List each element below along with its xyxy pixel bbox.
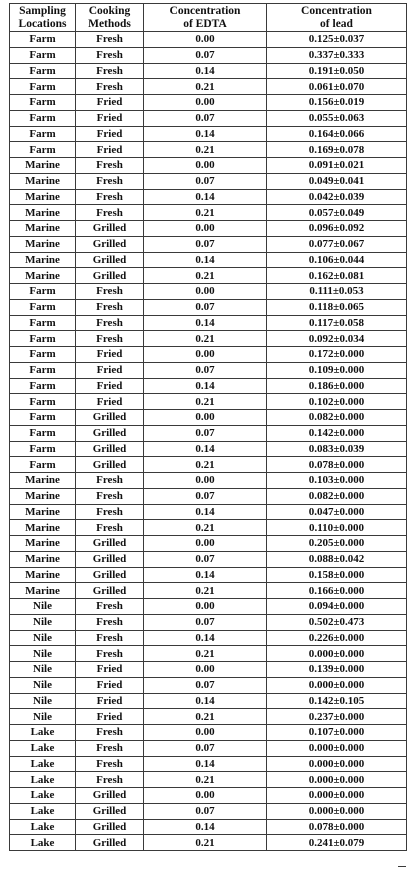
cell-sampling-location: Nile <box>10 693 76 709</box>
cell-lead-concentration: 0.078±0.000 <box>267 819 407 835</box>
cell-sampling-location: Lake <box>10 819 76 835</box>
cell-edta-concentration: 0.14 <box>144 63 267 79</box>
header-line: Methods <box>88 17 131 30</box>
cell-cooking-method: Fresh <box>76 740 144 756</box>
cell-lead-concentration: 0.169±0.078 <box>267 142 407 158</box>
cell-sampling-location: Nile <box>10 709 76 725</box>
cell-sampling-location: Farm <box>10 331 76 347</box>
header-line: Concentration <box>301 5 372 17</box>
cell-edta-concentration: 0.21 <box>144 205 267 221</box>
header-line: of lead <box>320 17 353 30</box>
cell-edta-concentration: 0.21 <box>144 268 267 284</box>
cell-cooking-method: Fresh <box>76 614 144 630</box>
cell-lead-concentration: 0.103±0.000 <box>267 473 407 489</box>
cell-cooking-method: Fried <box>76 347 144 363</box>
cell-sampling-location: Lake <box>10 756 76 772</box>
cell-edta-concentration: 0.14 <box>144 819 267 835</box>
cell-lead-concentration: 0.226±0.000 <box>267 630 407 646</box>
cell-cooking-method: Grilled <box>76 567 144 583</box>
cell-sampling-location: Nile <box>10 677 76 693</box>
table-row <box>10 662 407 678</box>
table-row <box>10 189 407 205</box>
cell-lead-concentration: 0.057±0.049 <box>267 205 407 221</box>
cell-lead-concentration: 0.092±0.034 <box>267 331 407 347</box>
cell-cooking-method: Fried <box>76 677 144 693</box>
cell-edta-concentration: 0.14 <box>144 378 267 394</box>
cell-sampling-location: Farm <box>10 394 76 410</box>
table-row <box>10 63 407 79</box>
cell-edta-concentration: 0.07 <box>144 551 267 567</box>
cell-sampling-location: Farm <box>10 347 76 363</box>
cell-lead-concentration: 0.000±0.000 <box>267 772 407 788</box>
cell-lead-concentration: 0.117±0.058 <box>267 315 407 331</box>
cell-lead-concentration: 0.237±0.000 <box>267 709 407 725</box>
cell-lead-concentration: 0.205±0.000 <box>267 536 407 552</box>
table-row <box>10 520 407 536</box>
cell-edta-concentration: 0.14 <box>144 504 267 520</box>
cell-cooking-method: Fresh <box>76 331 144 347</box>
table-row <box>10 457 407 473</box>
cell-sampling-location: Lake <box>10 803 76 819</box>
cell-edta-concentration: 0.21 <box>144 79 267 95</box>
cell-cooking-method: Fresh <box>76 725 144 741</box>
table-row <box>10 236 407 252</box>
cell-sampling-location: Farm <box>10 284 76 300</box>
cell-cooking-method: Grilled <box>76 268 144 284</box>
cell-cooking-method: Fresh <box>76 473 144 489</box>
cell-sampling-location: Farm <box>10 425 76 441</box>
cell-edta-concentration: 0.14 <box>144 441 267 457</box>
cell-sampling-location: Marine <box>10 551 76 567</box>
table-row <box>10 126 407 142</box>
cell-lead-concentration: 0.191±0.050 <box>267 63 407 79</box>
trailing-rule <box>398 866 406 867</box>
cell-lead-concentration: 0.077±0.067 <box>267 236 407 252</box>
table-row <box>10 803 407 819</box>
table-row <box>10 740 407 756</box>
cell-edta-concentration: 0.00 <box>144 347 267 363</box>
table-row <box>10 205 407 221</box>
table-row <box>10 158 407 174</box>
cell-edta-concentration: 0.14 <box>144 252 267 268</box>
cell-lead-concentration: 0.118±0.065 <box>267 299 407 315</box>
cell-lead-concentration: 0.158±0.000 <box>267 567 407 583</box>
cell-lead-concentration: 0.139±0.000 <box>267 662 407 678</box>
table-row <box>10 142 407 158</box>
cell-sampling-location: Nile <box>10 662 76 678</box>
cell-sampling-location: Lake <box>10 725 76 741</box>
cell-sampling-location: Nile <box>10 599 76 615</box>
cell-cooking-method: Fresh <box>76 32 144 48</box>
cell-cooking-method: Fried <box>76 110 144 126</box>
cell-sampling-location: Nile <box>10 614 76 630</box>
cell-lead-concentration: 0.000±0.000 <box>267 788 407 804</box>
cell-edta-concentration: 0.07 <box>144 677 267 693</box>
header-line: of EDTA <box>183 17 227 30</box>
cell-cooking-method: Fresh <box>76 756 144 772</box>
cell-sampling-location: Farm <box>10 79 76 95</box>
cell-cooking-method: Fresh <box>76 504 144 520</box>
cell-cooking-method: Fresh <box>76 63 144 79</box>
cell-lead-concentration: 0.109±0.000 <box>267 362 407 378</box>
cell-cooking-method: Grilled <box>76 819 144 835</box>
table-row <box>10 536 407 552</box>
cell-cooking-method: Grilled <box>76 425 144 441</box>
cell-sampling-location: Farm <box>10 142 76 158</box>
cell-edta-concentration: 0.00 <box>144 284 267 300</box>
table-row <box>10 299 407 315</box>
cell-edta-concentration: 0.00 <box>144 662 267 678</box>
cell-edta-concentration: 0.21 <box>144 142 267 158</box>
cell-lead-concentration: 0.111±0.053 <box>267 284 407 300</box>
cell-edta-concentration: 0.14 <box>144 126 267 142</box>
cell-sampling-location: Farm <box>10 441 76 457</box>
cell-edta-concentration: 0.14 <box>144 315 267 331</box>
table-row <box>10 252 407 268</box>
cell-sampling-location: Marine <box>10 189 76 205</box>
table-row <box>10 32 407 48</box>
table-row <box>10 583 407 599</box>
cell-edta-concentration: 0.14 <box>144 189 267 205</box>
cell-lead-concentration: 0.078±0.000 <box>267 457 407 473</box>
cell-lead-concentration: 0.142±0.105 <box>267 693 407 709</box>
cell-edta-concentration: 0.07 <box>144 236 267 252</box>
table-row <box>10 47 407 63</box>
cell-edta-concentration: 0.07 <box>144 803 267 819</box>
cell-edta-concentration: 0.21 <box>144 709 267 725</box>
cell-sampling-location: Marine <box>10 567 76 583</box>
cell-lead-concentration: 0.102±0.000 <box>267 394 407 410</box>
cell-cooking-method: Grilled <box>76 788 144 804</box>
cell-sampling-location: Farm <box>10 378 76 394</box>
cell-sampling-location: Farm <box>10 299 76 315</box>
cell-sampling-location: Farm <box>10 32 76 48</box>
cell-cooking-method: Fresh <box>76 189 144 205</box>
cell-cooking-method: Grilled <box>76 410 144 426</box>
table-row <box>10 646 407 662</box>
table-row <box>10 504 407 520</box>
cell-edta-concentration: 0.21 <box>144 835 267 851</box>
cell-edta-concentration: 0.07 <box>144 425 267 441</box>
cell-lead-concentration: 0.047±0.000 <box>267 504 407 520</box>
cell-edta-concentration: 0.21 <box>144 772 267 788</box>
cell-cooking-method: Grilled <box>76 803 144 819</box>
cell-cooking-method: Fried <box>76 378 144 394</box>
cell-sampling-location: Marine <box>10 504 76 520</box>
cell-lead-concentration: 0.082±0.000 <box>267 488 407 504</box>
cell-lead-concentration: 0.000±0.000 <box>267 677 407 693</box>
table-row <box>10 441 407 457</box>
header-row <box>10 4 407 32</box>
cell-lead-concentration: 0.106±0.044 <box>267 252 407 268</box>
header-line: Cooking <box>88 5 131 17</box>
cell-cooking-method: Grilled <box>76 583 144 599</box>
cell-sampling-location: Marine <box>10 158 76 174</box>
cell-edta-concentration: 0.21 <box>144 331 267 347</box>
cell-cooking-method: Fresh <box>76 47 144 63</box>
cell-cooking-method: Fried <box>76 142 144 158</box>
cell-cooking-method: Fried <box>76 394 144 410</box>
cell-lead-concentration: 0.083±0.039 <box>267 441 407 457</box>
cell-lead-concentration: 0.241±0.079 <box>267 835 407 851</box>
header-concentration-lead <box>267 4 407 32</box>
cell-sampling-location: Marine <box>10 252 76 268</box>
cell-cooking-method: Fried <box>76 662 144 678</box>
table-row <box>10 473 407 489</box>
cell-sampling-location: Lake <box>10 835 76 851</box>
cell-sampling-location: Nile <box>10 646 76 662</box>
cell-sampling-location: Lake <box>10 788 76 804</box>
cell-sampling-location: Lake <box>10 772 76 788</box>
table-row <box>10 173 407 189</box>
table-row <box>10 835 407 851</box>
table-row <box>10 551 407 567</box>
cell-edta-concentration: 0.00 <box>144 599 267 615</box>
cell-edta-concentration: 0.00 <box>144 536 267 552</box>
cell-cooking-method: Fried <box>76 709 144 725</box>
table-row <box>10 331 407 347</box>
header-sampling-locations <box>10 4 76 32</box>
cell-sampling-location: Farm <box>10 457 76 473</box>
cell-edta-concentration: 0.14 <box>144 630 267 646</box>
cell-lead-concentration: 0.094±0.000 <box>267 599 407 615</box>
cell-lead-concentration: 0.091±0.021 <box>267 158 407 174</box>
cell-cooking-method: Fried <box>76 693 144 709</box>
cell-edta-concentration: 0.07 <box>144 488 267 504</box>
table-row <box>10 599 407 615</box>
table-body <box>10 32 407 851</box>
lead-concentration-table <box>9 3 407 851</box>
cell-cooking-method: Fried <box>76 95 144 111</box>
cell-edta-concentration: 0.00 <box>144 788 267 804</box>
cell-lead-concentration: 0.186±0.000 <box>267 378 407 394</box>
cell-cooking-method: Fresh <box>76 488 144 504</box>
cell-cooking-method: Fresh <box>76 772 144 788</box>
cell-edta-concentration: 0.00 <box>144 473 267 489</box>
cell-lead-concentration: 0.107±0.000 <box>267 725 407 741</box>
table-row <box>10 394 407 410</box>
cell-cooking-method: Fresh <box>76 284 144 300</box>
cell-cooking-method: Fried <box>76 126 144 142</box>
cell-cooking-method: Grilled <box>76 551 144 567</box>
cell-lead-concentration: 0.049±0.041 <box>267 173 407 189</box>
cell-lead-concentration: 0.096±0.092 <box>267 221 407 237</box>
cell-cooking-method: Fresh <box>76 299 144 315</box>
cell-sampling-location: Marine <box>10 488 76 504</box>
cell-edta-concentration: 0.00 <box>144 32 267 48</box>
cell-cooking-method: Grilled <box>76 441 144 457</box>
cell-sampling-location: Farm <box>10 126 76 142</box>
cell-lead-concentration: 0.164±0.066 <box>267 126 407 142</box>
cell-lead-concentration: 0.166±0.000 <box>267 583 407 599</box>
cell-cooking-method: Fresh <box>76 630 144 646</box>
data-table-container <box>9 3 406 851</box>
cell-sampling-location: Farm <box>10 410 76 426</box>
cell-edta-concentration: 0.21 <box>144 457 267 473</box>
table-row <box>10 725 407 741</box>
table-row <box>10 110 407 126</box>
cell-edta-concentration: 0.07 <box>144 299 267 315</box>
table-row <box>10 772 407 788</box>
cell-edta-concentration: 0.14 <box>144 693 267 709</box>
cell-lead-concentration: 0.055±0.063 <box>267 110 407 126</box>
cell-edta-concentration: 0.00 <box>144 95 267 111</box>
cell-sampling-location: Farm <box>10 63 76 79</box>
table-row <box>10 221 407 237</box>
table-row <box>10 284 407 300</box>
table-row <box>10 819 407 835</box>
table-row <box>10 315 407 331</box>
cell-sampling-location: Marine <box>10 268 76 284</box>
cell-cooking-method: Grilled <box>76 457 144 473</box>
cell-cooking-method: Fresh <box>76 599 144 615</box>
cell-sampling-location: Farm <box>10 95 76 111</box>
cell-sampling-location: Lake <box>10 740 76 756</box>
table-row <box>10 362 407 378</box>
cell-sampling-location: Farm <box>10 315 76 331</box>
cell-edta-concentration: 0.14 <box>144 567 267 583</box>
cell-lead-concentration: 0.088±0.042 <box>267 551 407 567</box>
cell-lead-concentration: 0.082±0.000 <box>267 410 407 426</box>
cell-edta-concentration: 0.00 <box>144 410 267 426</box>
cell-edta-concentration: 0.07 <box>144 614 267 630</box>
table-header <box>10 4 407 32</box>
cell-sampling-location: Marine <box>10 205 76 221</box>
cell-lead-concentration: 0.502±0.473 <box>267 614 407 630</box>
cell-edta-concentration: 0.07 <box>144 362 267 378</box>
table-row <box>10 378 407 394</box>
cell-cooking-method: Fried <box>76 362 144 378</box>
header-line: Sampling <box>19 5 66 17</box>
table-row <box>10 347 407 363</box>
cell-sampling-location: Marine <box>10 473 76 489</box>
cell-sampling-location: Marine <box>10 536 76 552</box>
table-row <box>10 677 407 693</box>
cell-sampling-location: Marine <box>10 173 76 189</box>
cell-edta-concentration: 0.07 <box>144 47 267 63</box>
cell-lead-concentration: 0.172±0.000 <box>267 347 407 363</box>
cell-edta-concentration: 0.07 <box>144 110 267 126</box>
cell-cooking-method: Fresh <box>76 173 144 189</box>
cell-lead-concentration: 0.125±0.037 <box>267 32 407 48</box>
cell-lead-concentration: 0.110±0.000 <box>267 520 407 536</box>
table-row <box>10 693 407 709</box>
cell-sampling-location: Marine <box>10 520 76 536</box>
cell-cooking-method: Grilled <box>76 536 144 552</box>
cell-lead-concentration: 0.337±0.333 <box>267 47 407 63</box>
cell-cooking-method: Fresh <box>76 315 144 331</box>
cell-lead-concentration: 0.000±0.000 <box>267 756 407 772</box>
cell-lead-concentration: 0.061±0.070 <box>267 79 407 95</box>
cell-edta-concentration: 0.21 <box>144 394 267 410</box>
cell-sampling-location: Farm <box>10 362 76 378</box>
table-row <box>10 567 407 583</box>
cell-sampling-location: Marine <box>10 236 76 252</box>
cell-sampling-location: Marine <box>10 221 76 237</box>
table-row <box>10 756 407 772</box>
cell-lead-concentration: 0.142±0.000 <box>267 425 407 441</box>
table-row <box>10 425 407 441</box>
cell-edta-concentration: 0.14 <box>144 756 267 772</box>
cell-lead-concentration: 0.000±0.000 <box>267 803 407 819</box>
cell-cooking-method: Fresh <box>76 520 144 536</box>
cell-cooking-method: Fresh <box>76 158 144 174</box>
header-concentration-edta <box>144 4 267 32</box>
cell-lead-concentration: 0.042±0.039 <box>267 189 407 205</box>
cell-lead-concentration: 0.162±0.081 <box>267 268 407 284</box>
table-row <box>10 488 407 504</box>
cell-edta-concentration: 0.00 <box>144 158 267 174</box>
cell-edta-concentration: 0.21 <box>144 520 267 536</box>
cell-cooking-method: Fresh <box>76 646 144 662</box>
table-row <box>10 79 407 95</box>
table-row <box>10 268 407 284</box>
cell-cooking-method: Fresh <box>76 79 144 95</box>
cell-edta-concentration: 0.21 <box>144 583 267 599</box>
cell-sampling-location: Farm <box>10 110 76 126</box>
table-row <box>10 614 407 630</box>
cell-cooking-method: Grilled <box>76 835 144 851</box>
table-row <box>10 95 407 111</box>
header-line: Concentration <box>169 5 241 17</box>
cell-sampling-location: Farm <box>10 47 76 63</box>
cell-cooking-method: Grilled <box>76 221 144 237</box>
table-row <box>10 410 407 426</box>
cell-lead-concentration: 0.000±0.000 <box>267 646 407 662</box>
cell-lead-concentration: 0.156±0.019 <box>267 95 407 111</box>
cell-edta-concentration: 0.07 <box>144 740 267 756</box>
cell-edta-concentration: 0.07 <box>144 173 267 189</box>
header-cooking-methods <box>76 4 144 32</box>
cell-cooking-method: Grilled <box>76 252 144 268</box>
cell-cooking-method: Grilled <box>76 236 144 252</box>
cell-lead-concentration: 0.000±0.000 <box>267 740 407 756</box>
table-row <box>10 630 407 646</box>
table-row <box>10 709 407 725</box>
header-line: Locations <box>18 17 67 30</box>
cell-sampling-location: Nile <box>10 630 76 646</box>
cell-edta-concentration: 0.21 <box>144 646 267 662</box>
cell-sampling-location: Marine <box>10 583 76 599</box>
table-row <box>10 788 407 804</box>
cell-edta-concentration: 0.00 <box>144 221 267 237</box>
cell-edta-concentration: 0.00 <box>144 725 267 741</box>
cell-cooking-method: Fresh <box>76 205 144 221</box>
